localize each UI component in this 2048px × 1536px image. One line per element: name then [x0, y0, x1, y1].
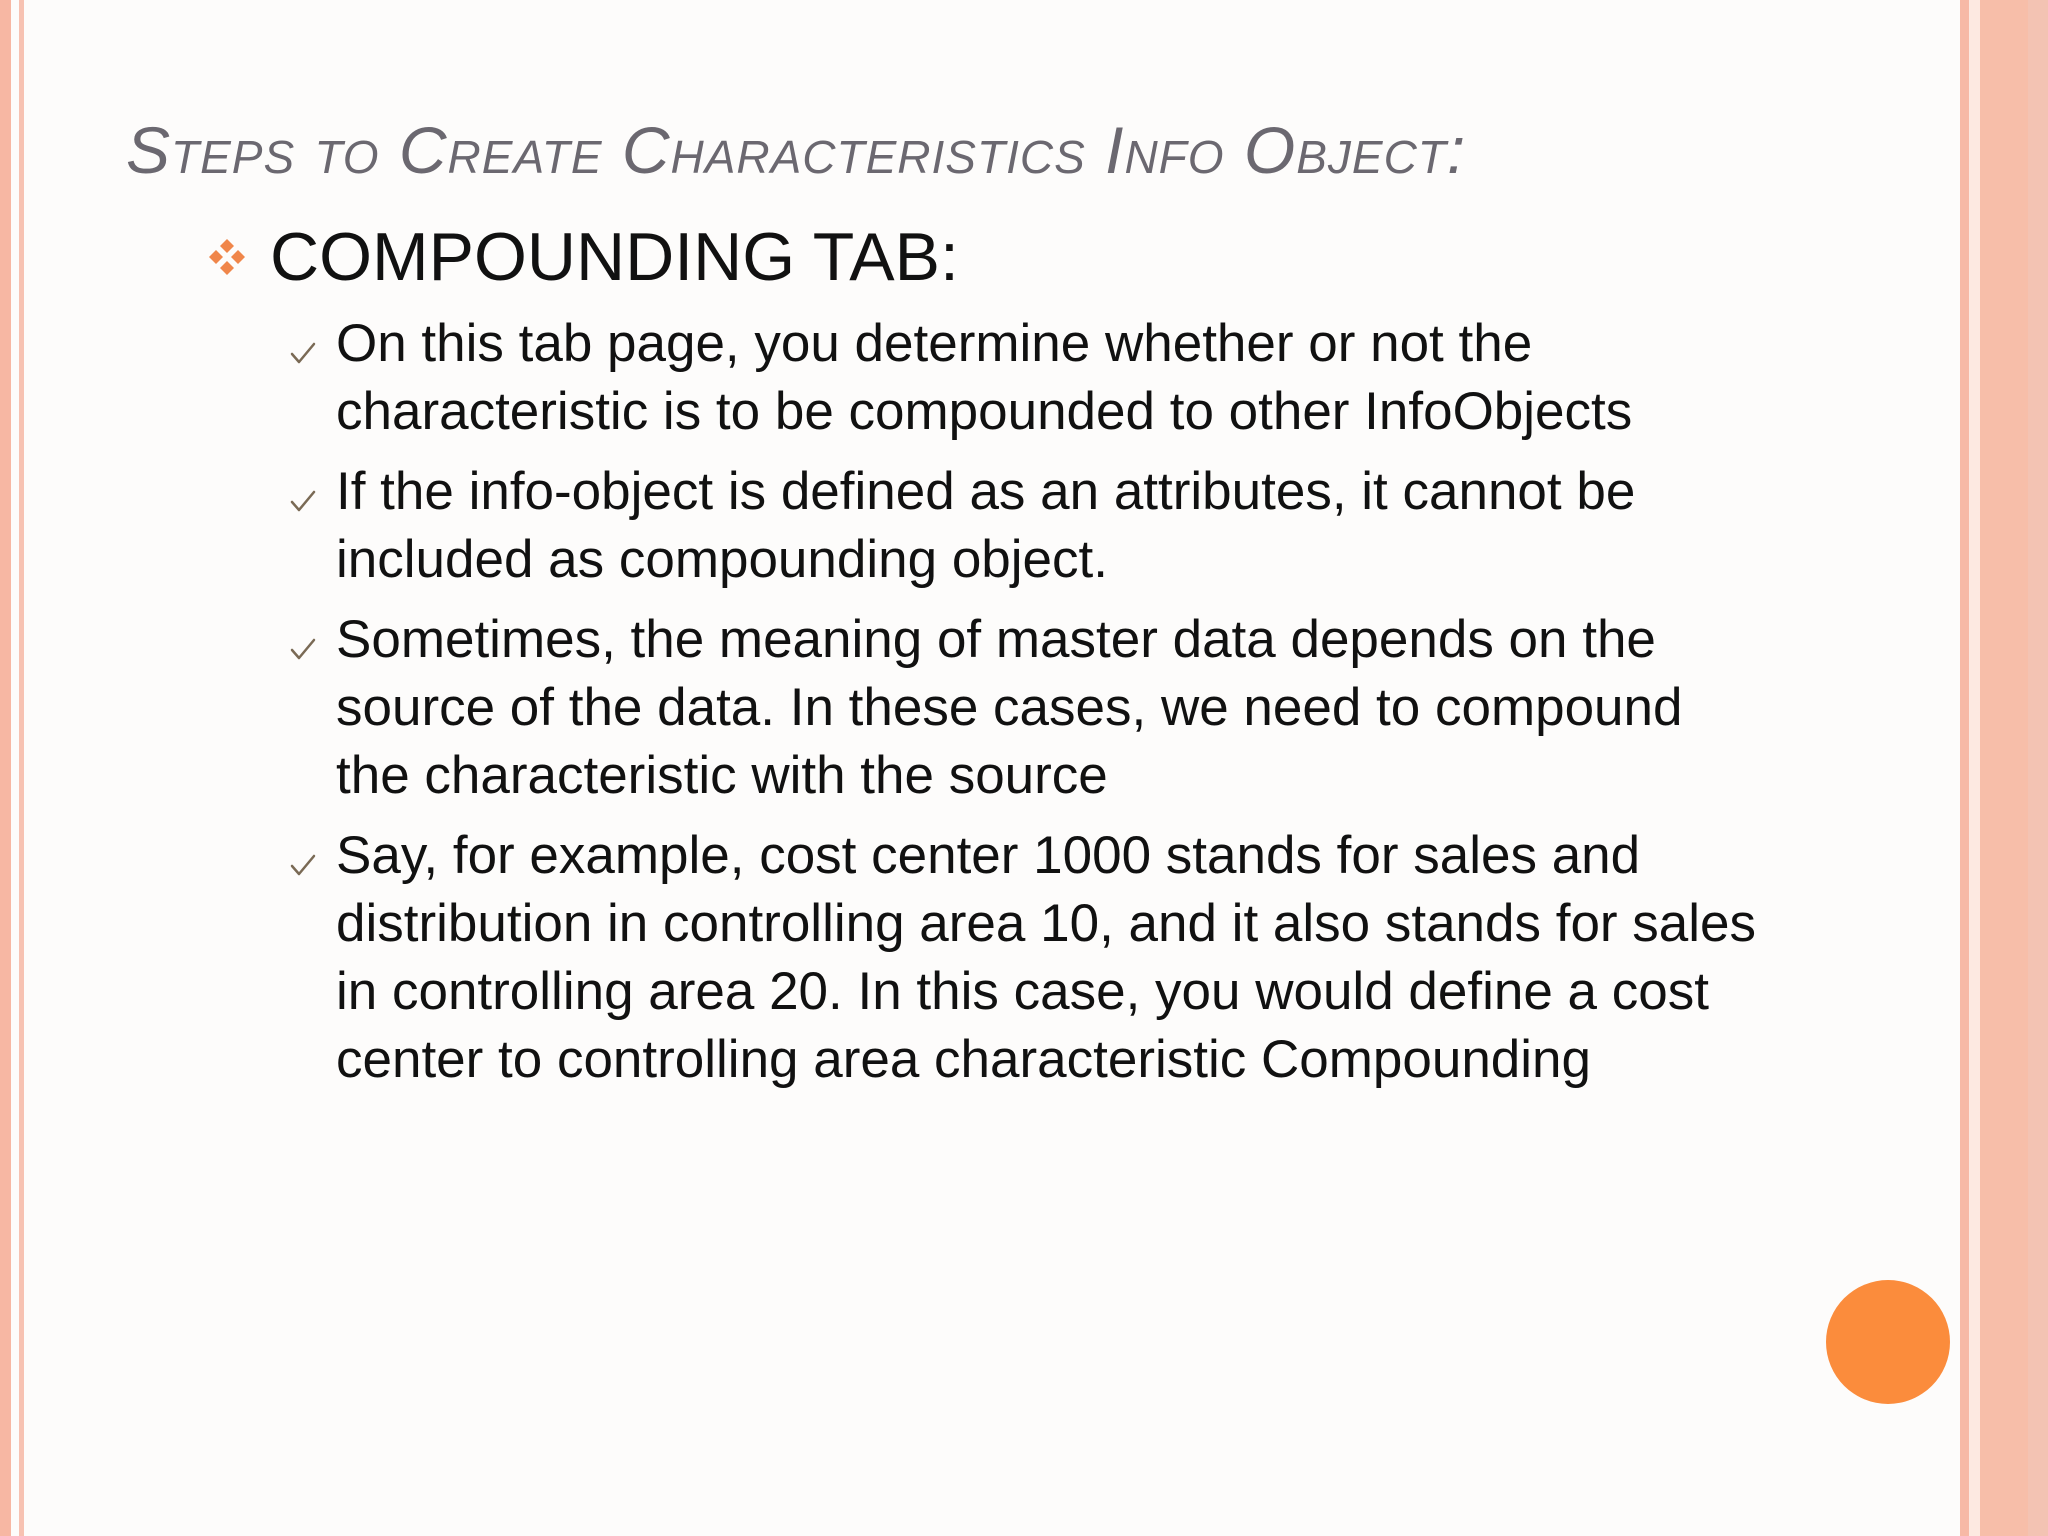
right-border-gap: [1969, 0, 1980, 1536]
list-item: [288, 310, 1768, 446]
bullet-list: [288, 310, 1768, 1106]
section-heading-row: [206, 218, 959, 296]
right-border-stripe-1: [1960, 0, 1969, 1536]
left-border-outer: [0, 0, 11, 1536]
right-border-stripe-3: [2028, 0, 2048, 1536]
checkmark-icon: [288, 850, 318, 880]
section-heading: COMPOUNDING TAB:: [270, 219, 959, 295]
right-border-stripe-2: [1980, 0, 2028, 1536]
checkmark-icon: [288, 486, 318, 516]
list-item: [288, 458, 1768, 594]
orange-circle-decoration: [1826, 1280, 1950, 1404]
left-border-inner: [19, 0, 24, 1536]
diamond-cross-icon: [206, 236, 248, 278]
list-item-text: If the info-object is defined as an attributes, it cannot be included as compounding object.: [336, 462, 1636, 589]
slide-title: Steps to Create Characteristics Info Object:: [126, 113, 1467, 187]
list-item: [288, 822, 1768, 1094]
list-item-text: Sometimes, the meaning of master data depends on the source of the data. In these cases, we need to compound the characteristic with the source: [336, 610, 1683, 805]
list-item-text: On this tab page, you determine whether or not the characteristic is to be compounded to other InfoObjects: [336, 314, 1633, 441]
checkmark-icon: [288, 338, 318, 368]
list-item-text: Say, for example, cost center 1000 stands for sales and distribution in controlling area 10, and it also stands for sales in controlling area 20. In this case, you would define a cost center to controlling area characteristic Compounding: [336, 826, 1757, 1089]
list-item: [288, 606, 1768, 810]
checkmark-icon: [288, 634, 318, 664]
